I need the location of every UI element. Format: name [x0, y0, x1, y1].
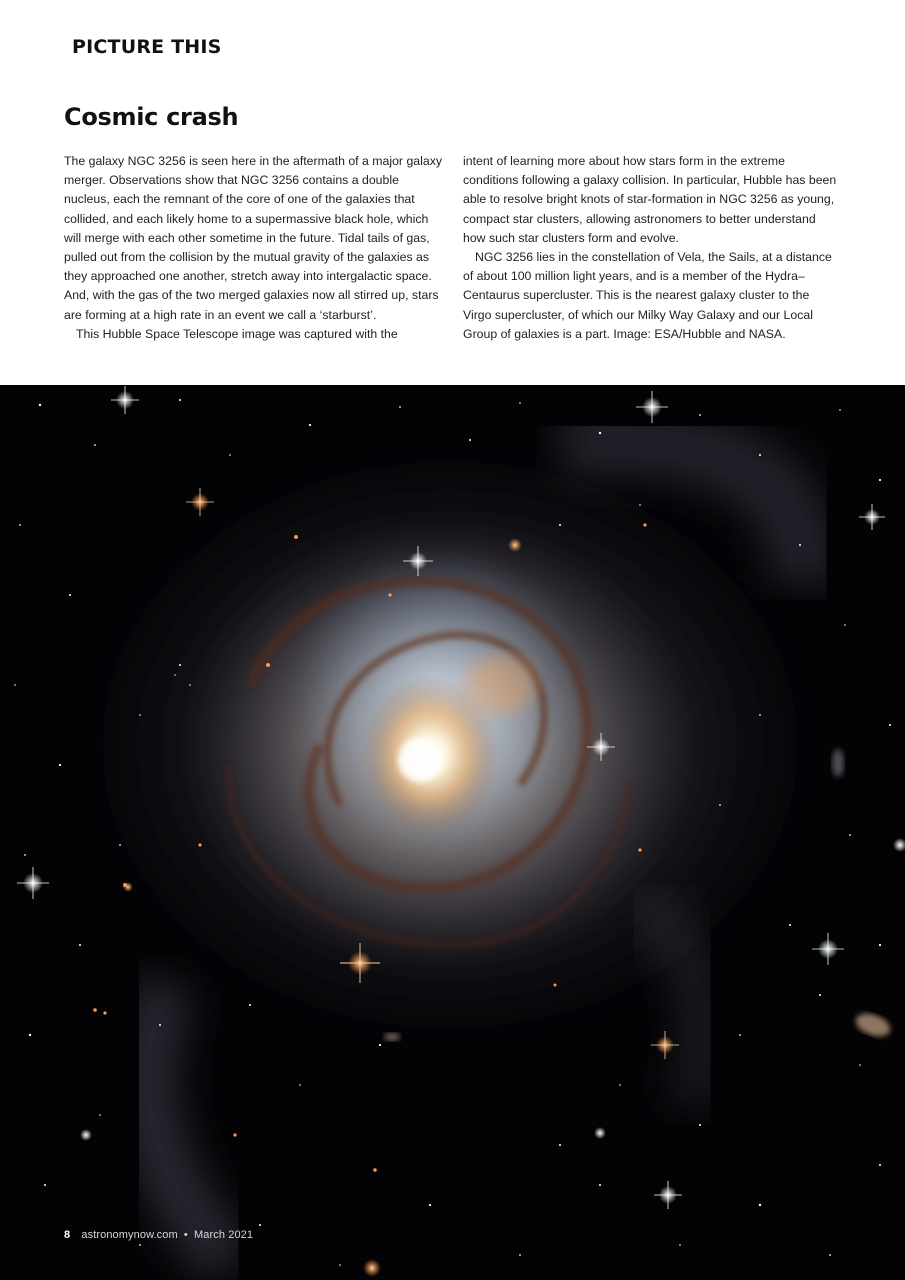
article-column-right [463, 152, 841, 344]
paragraph: This Hubble Space Telescope image was captured with the [76, 326, 398, 341]
paragraph: intent of learning more about how stars form in the extreme conditions following a galaxy collision. In particular, Hubble has been able to resolve bright knots of star-formation in NGC 3256 as young, compact star clusters, allowing astronomers to better understand how such star clusters form and evolve. [463, 154, 837, 245]
article-column-left [64, 152, 442, 344]
paragraph: NGC 3256 lies in the constellation of Vela, the Sails, at a distance of about 100 million light years, and is a member of the Hydra–Centaurus supercluster. This is the nearest galaxy cluster to the Virgo supercluster, of which our Milky Way Galaxy and our Local Group of galaxies is a part. Image: ESA/Hubble and NASA. [463, 250, 832, 341]
article-headline: Cosmic crash [64, 103, 239, 131]
issue-date: March 2021 [194, 1229, 254, 1241]
site-name: astronomynow.com [81, 1229, 178, 1241]
paragraph: The galaxy NGC 3256 is seen here in the aftermath of a major galaxy merger. Observations show that NGC 3256 contains a double nucleus, each the remnant of the core of one of the galaxies that collided, and each likely home to a supermassive black hole, which will merge with each other sometime in the future. Tidal tails of gas, pulled out from the collision by the mutual gravity of the galaxies as they approached one another, stretch away into intergalactic space. And, with the gas of the two merged galaxies now all stirred up, stars are forming at a high rate in an event we call a ‘starburst’. [64, 154, 442, 322]
galaxy-image [0, 385, 905, 1280]
galaxy-photo [0, 385, 905, 1280]
footer-separator: • [183, 1229, 188, 1241]
section-label: PICTURE THIS [72, 36, 222, 58]
galaxy-disk [180, 515, 700, 975]
page-number: 8 [64, 1229, 71, 1241]
page-footer [64, 1229, 253, 1241]
